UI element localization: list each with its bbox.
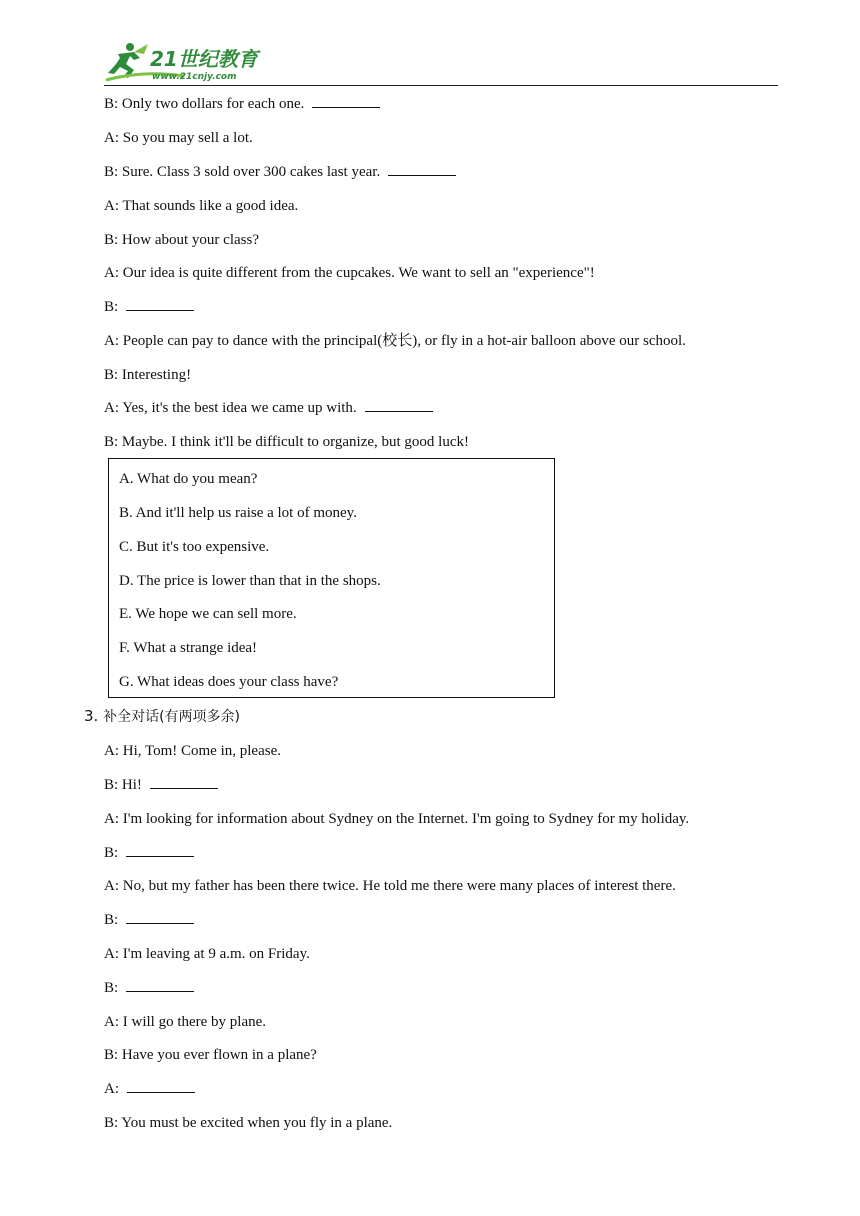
dialogue-line	[104, 1046, 317, 1064]
line-text: B: Only two dollars for each one.	[104, 96, 305, 112]
options-box	[108, 458, 555, 698]
dialogue-line	[104, 1114, 392, 1132]
line-text: A: I will go there by plane.	[104, 1014, 267, 1030]
option-g: G. What ideas does your class have?	[119, 674, 339, 690]
line-text: B:	[104, 912, 119, 928]
line-text: B: Hi!	[104, 777, 142, 793]
line-text: A: Yes, it's the best idea we came up with.	[104, 400, 357, 416]
line-text: B: Maybe. I think it'll be difficult to organize, but good luck!	[104, 434, 470, 450]
question-title: 补全对话(有两项多余)	[103, 709, 241, 725]
answer-blank[interactable]	[126, 979, 194, 992]
dialogue-line	[104, 979, 194, 997]
line-text: A: People can pay to dance with the principal(校长), or fly in a hot-air balloon above our school.	[104, 333, 686, 349]
question-3-heading	[84, 707, 240, 726]
answer-blank[interactable]	[126, 298, 194, 311]
dialogue-line	[104, 1013, 266, 1031]
line-text: B:	[104, 299, 119, 315]
answer-blank[interactable]	[126, 844, 194, 857]
dialogue-line	[104, 911, 194, 929]
answer-blank[interactable]	[150, 776, 218, 789]
line-text: A: No, but my father has been there twice. He told me there were many places of interest there.	[104, 878, 676, 894]
line-text: B:	[104, 980, 119, 996]
dialogue-line	[104, 197, 298, 215]
option-a: A. What do you mean?	[119, 471, 258, 487]
option-c: C. But it's too expensive.	[119, 539, 270, 555]
line-text: A: So you may sell a lot.	[104, 130, 253, 146]
answer-blank[interactable]	[388, 163, 456, 176]
line-text: A: That sounds like a good idea.	[104, 198, 299, 214]
page-header	[0, 0, 860, 90]
line-text: B: Sure. Class 3 sold over 300 cakes last year.	[104, 164, 381, 180]
dialogue-line	[104, 163, 456, 181]
dialogue-line	[104, 231, 259, 249]
line-text: A:	[104, 1081, 119, 1097]
question-number: 3.	[84, 707, 99, 725]
line-text: B: How about your class?	[104, 232, 259, 248]
answer-blank[interactable]	[312, 95, 380, 108]
line-text: B: You must be excited when you fly in a plane.	[104, 1115, 393, 1131]
logo	[104, 40, 274, 84]
dialogue-line	[104, 433, 469, 451]
dialogue-line	[104, 742, 281, 760]
dialogue-line	[104, 810, 689, 828]
answer-blank[interactable]	[126, 911, 194, 924]
option-e: E. We hope we can sell more.	[119, 606, 297, 622]
dialogue-line	[104, 1080, 195, 1098]
option-b: B. And it'll help us raise a lot of money.	[119, 505, 357, 521]
dialogue-line	[104, 264, 595, 282]
dialogue-line	[104, 332, 686, 350]
option-d: D. The price is lower than that in the shops.	[119, 573, 381, 589]
line-text: A: I'm looking for information about Sydney on the Internet. I'm going to Sydney for my holiday.	[104, 811, 690, 827]
dialogue-line	[104, 877, 676, 895]
header-divider	[104, 85, 778, 86]
line-text: A: Our idea is quite different from the cupcakes. We want to sell an "experience"!	[104, 265, 595, 281]
dialogue-line	[104, 844, 194, 862]
line-text: B:	[104, 845, 119, 861]
logo-subtext: www.21cnjy.com	[152, 72, 237, 82]
dialogue-line	[104, 129, 253, 147]
dialogue-line	[104, 945, 310, 963]
line-text: A: Hi, Tom! Come in, please.	[104, 743, 281, 759]
dialogue-line	[104, 399, 433, 417]
option-f: F. What a strange idea!	[119, 640, 258, 656]
logo-text: 21世纪教育	[150, 47, 258, 71]
line-text: B: Interesting!	[104, 367, 192, 383]
line-text: A: I'm leaving at 9 a.m. on Friday.	[104, 946, 310, 962]
answer-blank[interactable]	[365, 399, 433, 412]
line-text: B: Have you ever flown in a plane?	[104, 1047, 317, 1063]
answer-blank[interactable]	[127, 1080, 195, 1093]
dialogue-line	[104, 366, 191, 384]
dialogue-line	[104, 776, 218, 794]
dialogue-line	[104, 298, 194, 316]
dialogue-line	[104, 95, 380, 113]
